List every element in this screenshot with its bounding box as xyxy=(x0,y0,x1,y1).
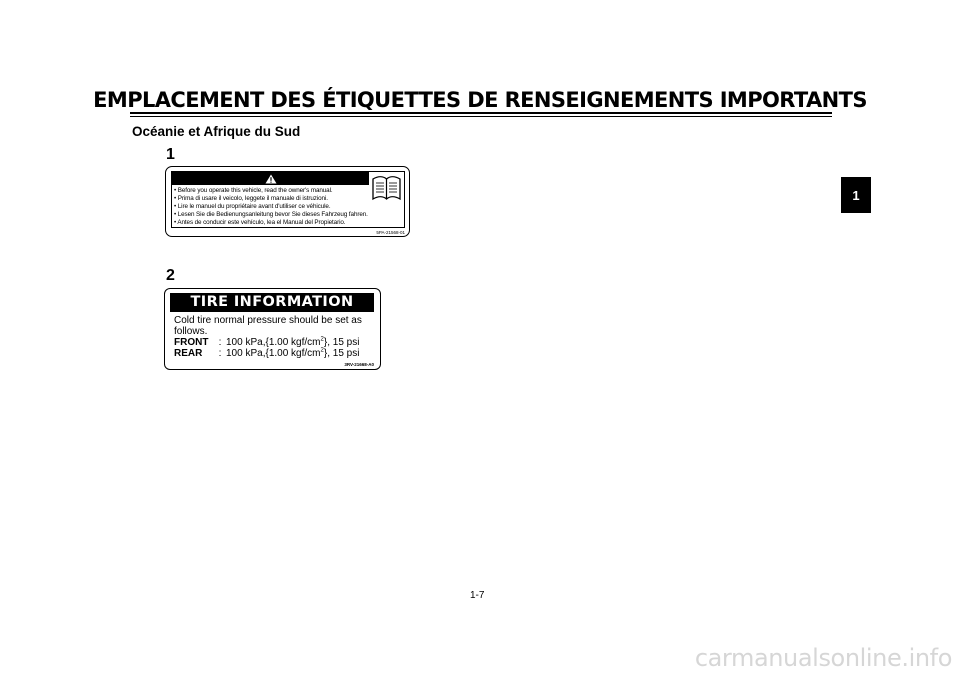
rear-separator: : xyxy=(218,348,222,359)
warning-line-it: • Prima di usare il veicolo, leggete il manuale di istruzioni. xyxy=(174,195,328,203)
warning-label xyxy=(165,166,410,237)
title-rule-thick xyxy=(130,112,832,114)
tire-description: Cold tire normal pressure should be set as follows. xyxy=(174,315,362,337)
warning-line-es: • Antes de conducir este vehículo, lea el Manual del Propietario. xyxy=(174,219,346,227)
tire-row-front xyxy=(174,337,374,348)
tire-row-rear xyxy=(174,348,374,359)
rear-value: 100 kPa,{1.00 kgf/$cm^2$}, 15 psi xyxy=(226,347,360,359)
front-key: FRONT xyxy=(174,337,209,348)
title-rule-thin xyxy=(130,116,832,117)
rear-key: REAR xyxy=(174,348,203,359)
warning-label-code: 5PA-21568-01 xyxy=(376,230,405,235)
label1-number: 1 xyxy=(166,146,175,163)
front-value: 100 kPa,{1.00 kgf/$cm^2$}, 15 psi xyxy=(226,336,360,348)
tire-label-code: 3RV-21668-A0 xyxy=(344,362,374,367)
watermark[interactable]: carmanualsonline.info xyxy=(694,644,952,672)
warning-line-de: • Lesen Sie die Bedienungsanleitung bevor Sie dieses Fahrzeug fahren. xyxy=(174,211,368,219)
tire-label-text xyxy=(174,315,374,359)
warning-label-inner xyxy=(171,171,405,228)
warning-line-en: • Before you operate this vehicle, read the owner's manual. xyxy=(174,187,333,194)
front-separator: : xyxy=(218,337,222,348)
warning-bar xyxy=(172,172,369,185)
warning-text-lines xyxy=(174,187,406,227)
section-heading: Océanie et Afrique du Sud xyxy=(132,124,301,139)
chapter-tab[interactable]: 1 xyxy=(841,177,871,213)
page-title: EMPLACEMENT DES ÉTIQUETTES DE RENSEIGNEMENTS IMPORTANTS xyxy=(93,88,867,112)
warning-triangle-icon xyxy=(265,174,277,184)
page-number: 1-7 xyxy=(470,590,485,601)
label2-number: 2 xyxy=(166,267,175,284)
tire-label xyxy=(164,288,381,370)
warning-line-fr: • Lire le manuel du propriétaire avant d'utiliser ce véhicule. xyxy=(174,203,331,211)
tire-label-heading: TIRE INFORMATION xyxy=(170,293,374,312)
